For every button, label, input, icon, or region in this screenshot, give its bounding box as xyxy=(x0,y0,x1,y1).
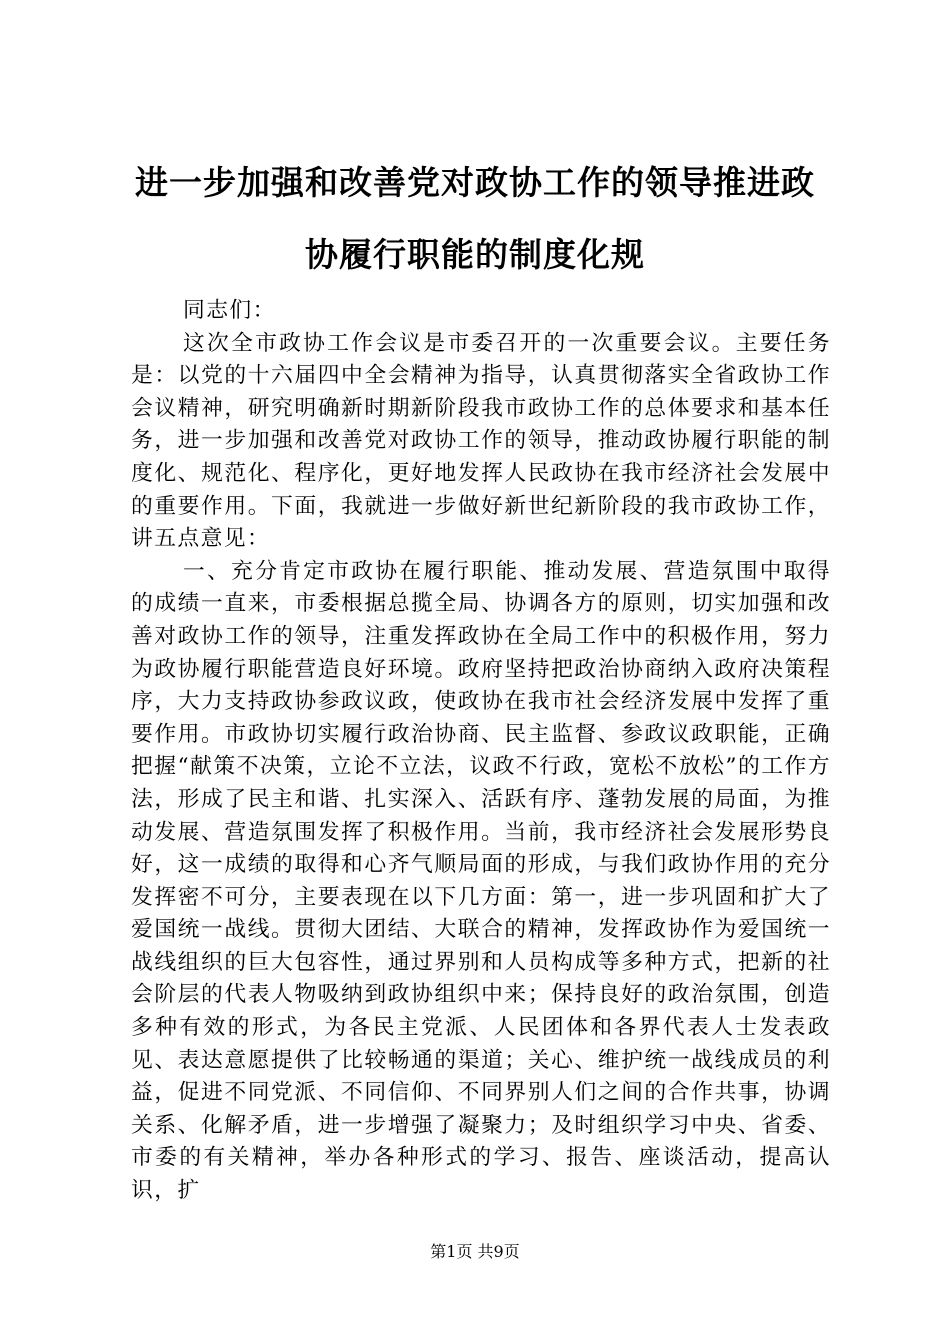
document-title xyxy=(110,147,840,291)
salutation: 同志们： xyxy=(183,298,276,323)
paragraph-section-one: 一、充分肯定市政协在履行职能、推动发展、营造氛围中取得的成绩一直来，市委根据总揽全局、协调各方的原则，切实加强和改善对政协工作的领导，注重发挥政协在全局工作中的积极作用，努力为政协履行职能营造良好环境。政府坚持把政治协商纳入政府决策程序，大力支持政协参政议政，使政协在我市社会经济发展中发挥了重要作用。市政协切实履行政治协商、民主监督、参政议政职能，正确把握“献策不决策，立论不立法，议政不行政，宽松不放松”的工作方法，形成了民主和谐、扎实深入、活跃有序、蓬勃发展的局面，为推动发展、营造氛围发挥了积极作用。当前，我市经济社会发展形势良好，这一成绩的取得和心齐气顺局面的形成，与我们政协作用的充分发挥密不可分，主要表现在以下几方面：第一，进一步巩固和扩大了爱国统一战线。贯彻大团结、大联合的精神，发挥政协作为爱国统一战线组织的巨大包容性，通过界别和人员构成等多种方式，把新的社会阶层的代表人物吸纳到政协组织中来；保持良好的政治氛围，创造多种有效的形式，为各民主党派、人民团体和各界代表人士发表政见、表达意愿提供了比较畅通的渠道；关心、维护统一战线成员的利益，促进不同党派、不同信仰、不同界别人们之间的合作共事，协调关系、化解矛盾，进一步增强了凝聚力；及时组织学习中央、省委、市委的有关精神，举办各种形式的学习、报告、座谈活动，提高认识，扩 xyxy=(131,558,831,1204)
paragraph-intro: 这次全市政协工作会议是市委召开的一次重要会议。主要任务是：以党的十六届四中全会精神为指导，认真贯彻落实全省政协工作会议精神，研究明确新时期新阶段我市政协工作的总体要求和基本任务，进一步加强和改善党对政协工作的领导，推动政协履行职能的制度化、规范化、程序化，更好地发挥人民政协在我市经济社会发展中的重要作用。下面，我就进一步做好新世纪新阶段的我市政协工作，讲五点意见： xyxy=(131,330,831,552)
page-footer: 第1页 共9页 xyxy=(430,1242,520,1261)
document-body xyxy=(131,295,831,1208)
title-line-1: 进一步加强和改善党对政协工作的领导推进政 xyxy=(135,163,815,202)
title-line-2: 协履行职能的制度化规 xyxy=(305,235,645,274)
